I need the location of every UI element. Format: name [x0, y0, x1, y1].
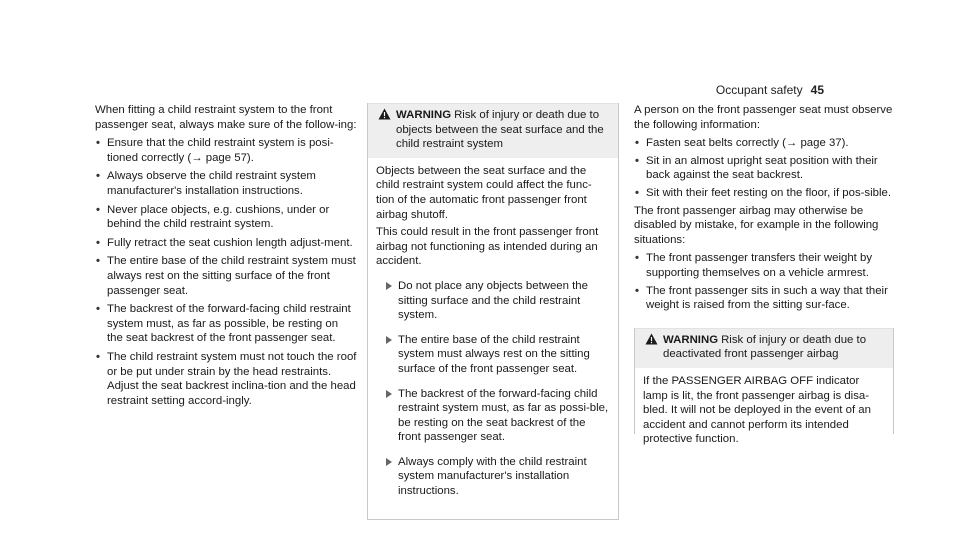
bullet-icon: •: [635, 252, 639, 265]
situations-paragraph: The front passenger airbag may otherwise be disabled by mistake, for example in the following situations:: [634, 204, 879, 246]
column-middle: [367, 103, 619, 520]
step-arrow-icon: [386, 336, 392, 344]
fitting-checklist: [95, 136, 357, 408]
bullet-icon: •: [635, 137, 639, 150]
list-item: • Fully retract the seat cushion length adjust-ment.: [96, 236, 353, 249]
list-item: The backrest of the forward-facing child restraint system must, as far as possi-ble, be resting on the seat backrest of the front passenger seat.: [376, 387, 610, 445]
seating-checklist: [634, 136, 894, 200]
list-item: • Never place objects, e.g. cushions, under or behind the child restraint system.: [96, 203, 330, 231]
bullet-icon: •: [635, 186, 639, 199]
section-title: Occupant safety: [715, 83, 803, 97]
warning-paragraph: If the PASSENGER AIRBAG OFF indicator lamp is lit, the front passenger airbag is disa-bled. It will not be deployed in the event of an accident and cannot perform its intended protective function.: [643, 374, 871, 446]
list-item: • Ensure that the child restraint system is posi-tioned correctly (→ page 57).: [96, 137, 334, 164]
bullet-icon: •: [96, 236, 100, 249]
warning-header: [368, 103, 618, 158]
warning-box: [634, 328, 894, 446]
list-item: • The backrest of the forward-facing child restraint system must, as far as possible, be resting on the seat backrest of the front passenger seat.: [96, 303, 351, 345]
bullet-icon: •: [96, 170, 100, 183]
warning-label: WARNING: [396, 109, 452, 121]
bullet-icon: •: [96, 303, 100, 316]
bullet-icon: •: [96, 350, 100, 363]
step-arrow-icon: [386, 390, 392, 398]
warning-steps: [376, 279, 610, 499]
list-item: • Always observe the child restraint system manufacturer's installation instructions.: [96, 170, 316, 197]
bullet-icon: •: [635, 154, 639, 167]
column-right: [634, 103, 894, 446]
list-item: Do not place any objects between the sitting surface and the child restraint system.: [376, 279, 610, 323]
bullet-icon: •: [96, 203, 100, 216]
page-number: 45: [810, 83, 824, 97]
list-item: • The child restraint system must not touch the roof or be put under strain by the head restraints. Adjust the seat backrest inclina-tion and the head restraint setting accord-ingly.: [96, 350, 357, 407]
list-item: Always comply with the child restraint system manufacturer's installation instructions.: [376, 455, 610, 499]
bullet-icon: •: [96, 137, 100, 150]
list-item: • The front passenger sits in such a way that their weight is raised from the sitting sur-face.: [635, 284, 888, 312]
list-item: • The entire base of the child restraint system must always rest on the sitting surface of the front passenger seat.: [96, 255, 356, 297]
warning-triangle-icon: [645, 333, 658, 345]
bullet-icon: •: [635, 284, 639, 297]
step-arrow-icon: [386, 282, 392, 290]
warning-title: Risk of injury or death due to deactivated front passenger airbag: [663, 333, 867, 361]
warning-paragraph: Objects between the seat surface and the child restraint system could affect the func-tion of the automatic front passenger front airbag shutoff.: [376, 164, 592, 221]
intro-paragraph: When fitting a child restraint system to the front passenger seat, always make sure of the follow-ing:: [95, 104, 357, 131]
warning-label: WARNING: [663, 333, 719, 346]
list-item: • Fasten seat belts correctly (→ page 37).: [635, 137, 849, 150]
list-item: • Sit in an almost upright seat position with their back against the seat backrest.: [635, 154, 878, 182]
warning-body: [368, 158, 618, 519]
intro-paragraph: A person on the front passenger seat must observe the following information:: [634, 104, 893, 131]
warning-body: [635, 368, 893, 460]
bullet-icon: •: [96, 255, 100, 268]
warning-box: [367, 103, 619, 520]
warning-paragraph: This could result in the front passenger front airbag not functioning as intended during an accident.: [376, 226, 599, 268]
list-item: • Sit with their feet resting on the floor, if pos-sible.: [635, 186, 892, 199]
warning-title: Risk of injury or death due to objects between the seat surface and the child restraint system: [396, 109, 604, 151]
page-header: [716, 83, 824, 98]
column-left: [95, 103, 357, 412]
warning-triangle-icon: [378, 108, 391, 120]
list-item: The entire base of the child restraint system must always rest on the sitting surface of the front passenger seat.: [376, 333, 610, 377]
warning-header: [635, 328, 893, 368]
step-arrow-icon: [386, 458, 392, 466]
list-item: • The front passenger transfers their weight by supporting themselves on a vehicle armrest.: [635, 252, 873, 279]
situations-list: [634, 251, 894, 312]
